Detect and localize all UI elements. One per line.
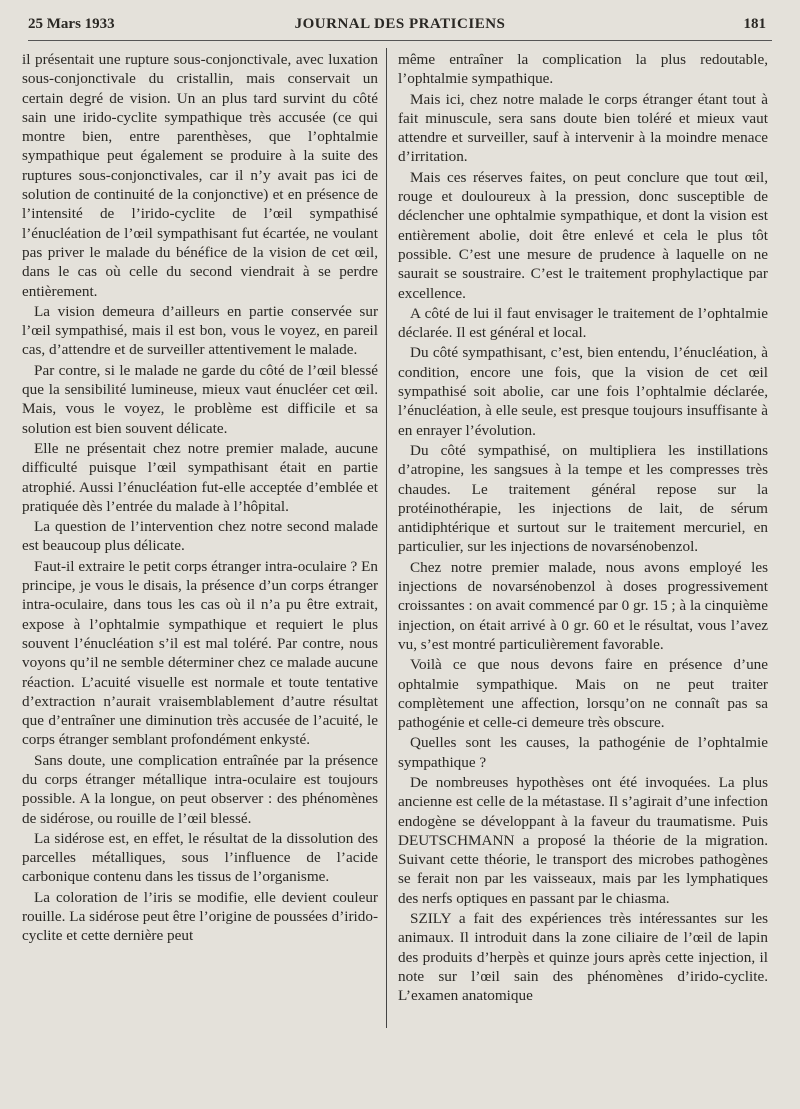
paragraph: même entraîner la complication la plus redoutable, l’ophtalmie sympathique. — [398, 51, 768, 88]
paragraph: Quelles sont les causes, la pathogénie de l’ophtalmie sympathique ? — [398, 734, 768, 771]
paragraph: Sans doute, une complication entraînée par la présence du corps étranger métallique intra-oculaire est toujours possible. A la longue, on peut observer : des phénomènes de sidérose, ou rouille de l’œil blessé. — [22, 751, 378, 827]
column-divider — [386, 48, 387, 1028]
paragraph: Mais ici, chez notre malade le corps étranger étant tout à fait minuscule, sera sans doute bien toléré et mieux vaut attendre et surveiller, sauf à intervenir à la moindre menace d’irritation. — [398, 90, 768, 166]
right-column — [398, 50, 768, 1007]
paragraph: Faut-il extraire le petit corps étranger intra-oculaire ? En principe, je vous le disais, la présence d’un corps étranger intra-oculaire, dans tous les cas où il n’a pu être extrait, expose à l’ophtalmie sympathique et requiert le plus souvent l’énucléation s’il est mal toléré. Par contre, nous voyons qu’il ne semble déterminer chez ce malade aucune réaction. L’acuité visuelle est normale et toute tentative d’extraction n’aurait vraisemblablement d’autre résultat que d’entraîner une diminution très accusée de l’acuité, le corps étranger semblant profondément enkysté. — [22, 557, 378, 749]
journal-title: JOURNAL DES PRATICIENS — [294, 16, 506, 32]
paragraph: La question de l’intervention chez notre second malade est beaucoup plus délicate. — [22, 518, 378, 555]
page-number: 181 — [743, 16, 766, 32]
paragraph: La sidérose est, en effet, le résultat de la dissolution des parcelles métalliques, sous l’influence de l’acide carbonique contenu dans les tissus de l’organisme. — [22, 829, 378, 886]
paragraph: SZILY a fait des expériences très intéressantes sur les animaux. Il introduit dans la zone ciliaire de l’œil de lapin des produits d’herpès et quinze jours après cette injection, il note sur l’œil sain des phénomènes d’irido-cyclite. L’examen anatomique — [398, 910, 768, 1005]
paragraph: La coloration de l’iris se modifie, elle devient couleur rouille. La sidérose peut être l’origine de poussées d’irido-cyclite et cette dernière peut — [22, 888, 378, 945]
issue-date: 25 Mars 1933 — [28, 16, 115, 32]
paragraph: A côté de lui il faut envisager le traitement de l’ophtalmie déclarée. Il est général et local. — [398, 304, 768, 342]
paragraph: il présentait une rupture sous-conjonctivale, avec luxation sous-conjonctivale du cristallin, mais conservait un certain degré de vision. Un an plus tard survint du côté sain une irido-cyclite sympathique très accusée (ce qui montre bien, entre parenthèses, que l’ophtalmie sympathique peut également se produire à la suite des ruptures sous-conjonctivales, car il n’y avait pas ici de solution de continuité de la conjonctive) et en présence de l’intensité de l’irido-cyclite de l’œil sympathisé l’énucléation de l’œil sympathisant fut écartée, ne voulant pas priver le malade du bénéfice de la vision de cet œil, dans le cas où celle du second viendrait à se perdre entièrement. — [22, 51, 378, 300]
paragraph: Chez notre premier malade, nous avons employé les injections de novarsénobenzol à doses progressivement croissantes : on avait commencé par 0 gr. 15 ; à la cinquième injection, on était arrivé à 0 gr. 60 et le résultat, vous l’avez vu, s’est montré particulièrement favorable. — [398, 558, 768, 653]
left-column — [22, 50, 378, 947]
paragraph: La vision demeura d’ailleurs en partie conservée sur l’œil sympathisé, mais il est bon, vous le voyez, en pareil cas, d’attendre et de surveiller attentivement le malade. — [22, 302, 378, 359]
paragraph: Elle ne présentait chez notre premier malade, aucune difficulté puisque l’œil sympathisant était en partie atrophié. Aussi l’énucléation fut-elle acceptée d’emblée et pratiquée dès l’entrée du malade à l’hôpital. — [22, 439, 378, 515]
paragraph: Par contre, si le malade ne garde du côté de l’œil blessé que la sensibilité lumineuse, mieux vaut énucléer cet œil. Mais, vous le voyez, le problème est difficile et sa solution est bien souvent délicate. — [22, 361, 378, 437]
paragraph: Du côté sympathisé, on multipliera les instillations d’atropine, les sangsues à la tempe et les compresses très chaudes. Le traitement général repose sur la protéinothérapie, les injections de lait, de sérum antidiphtérique et surtout sur le traitement mercuriel, en particulier, sur les injections de novarsénobenzol. — [398, 441, 768, 556]
paragraph: Voilà ce que nous devons faire en présence d’une ophtalmie sympathique. Mais on ne peut traiter complètement une affection, lorsqu’on ne connaît pas sa pathogénie et celle-ci demeure très obscure. — [398, 656, 768, 732]
paragraph: Du côté sympathisant, c’est, bien entendu, l’énucléation, à condition, encore une fois, que la vision de cet œil sympathisé soit abolie, car une fois l’ophtalmie déclarée, l’énucléation, à elle seule, est presque toujours insuffisante à en enrayer l’évolution. — [398, 344, 768, 439]
paragraph: De nombreuses hypothèses ont été invoquées. La plus ancienne est celle de la métastase. Il s’agirait d’une infection endogène se développant à la faveur du traumatisme. Puis DEUTSCHMANN a proposé la théorie de la migration. Suivant cette théorie, le transport des microbes pathogènes se ferait non par les vaisseaux, mais par les lymphatiques des nerfs optiques en passant par le chiasma. — [398, 773, 768, 907]
page-header — [28, 14, 772, 41]
paragraph: Mais ces réserves faites, on peut conclure que tout œil, rouge et douloureux à la pression, donc susceptible de déclencher une ophtalmie sympathique, et dont la vision est entièrement abolie, doit être enlevé et cela le plus tôt possible. C’est une mesure de prudence à laquelle on ne saurait se soustraire. C’est le traitement prophylactique par excellence. — [398, 168, 768, 302]
